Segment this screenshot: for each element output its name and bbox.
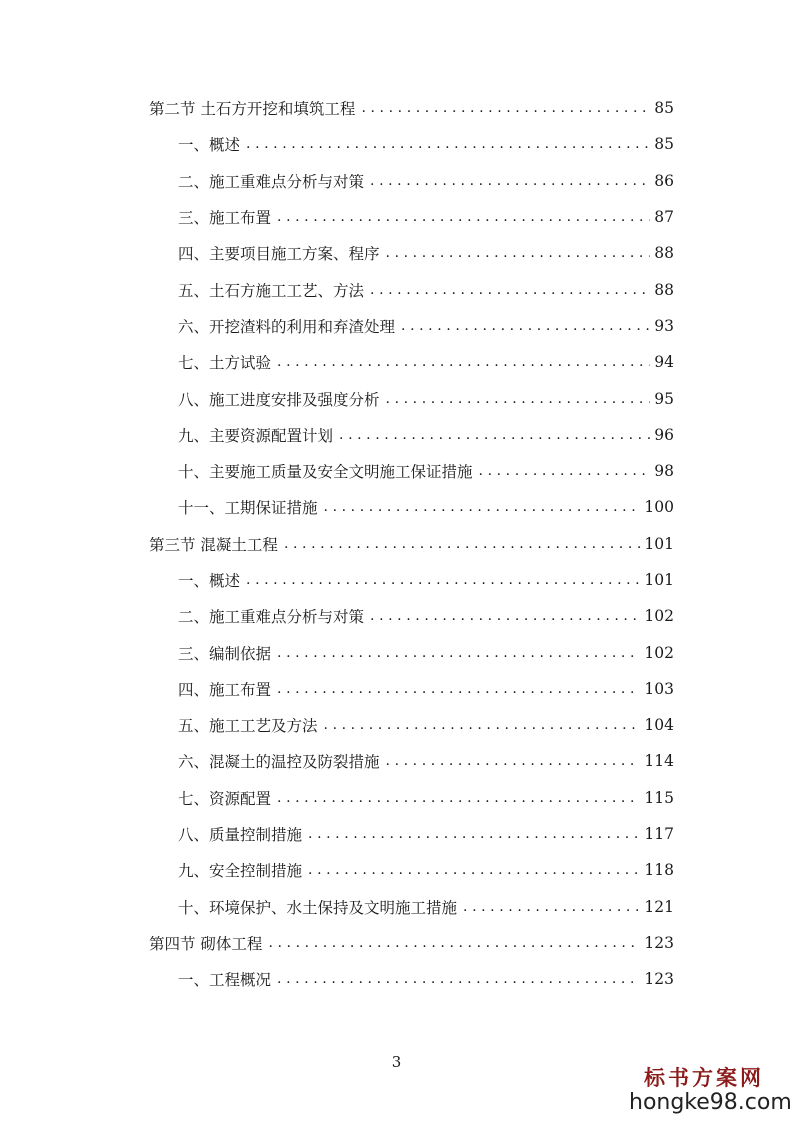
toc-subsection-entry[interactable] <box>0 380 793 416</box>
toc-entry-title: 四、主要项目施工方案、程序 <box>178 245 380 264</box>
toc-entry-title: 七、土方试验 <box>178 354 272 373</box>
toc-entry-page: 86 <box>654 171 674 190</box>
toc-entry-title: 十一、工期保证措施 <box>178 499 318 518</box>
toc-subsection-entry[interactable] <box>0 562 793 598</box>
toc-dot-leader <box>308 826 640 842</box>
toc-subsection-entry[interactable] <box>0 671 793 707</box>
toc-dot-leader <box>246 572 640 588</box>
toc-section-entry[interactable] <box>0 90 793 126</box>
toc-entry-page: 118 <box>644 861 674 880</box>
toc-subsection-entry[interactable] <box>0 235 793 271</box>
toc-dot-leader <box>479 463 651 479</box>
toc-dot-leader <box>370 173 650 189</box>
watermark-url: hongke98.com <box>629 1090 792 1115</box>
toc-dot-leader <box>463 899 640 915</box>
toc-entry-title: 八、施工进度安排及强度分析 <box>178 390 380 409</box>
toc-entry-page: 88 <box>654 280 674 299</box>
toc-entry-title: 七、资源配置 <box>178 789 272 808</box>
toc-subsection-entry[interactable] <box>0 344 793 380</box>
toc-entry-page: 94 <box>654 353 674 372</box>
toc-entry-page: 93 <box>654 316 674 335</box>
toc-entry-title: 九、主要资源配置计划 <box>178 426 334 445</box>
toc-dot-leader <box>268 935 640 951</box>
toc-entry-page: 98 <box>654 462 674 481</box>
toc-section-entry[interactable] <box>0 526 793 562</box>
toc-subsection-entry[interactable] <box>0 126 793 162</box>
toc-subsection-entry[interactable] <box>0 816 793 852</box>
toc-dot-leader <box>386 753 641 769</box>
toc-entry-title: 一、工程概况 <box>178 971 272 990</box>
toc-dot-leader <box>277 971 640 987</box>
toc-subsection-entry[interactable] <box>0 707 793 743</box>
page-number: 3 <box>391 1053 402 1071</box>
toc-entry-title: 十、环境保护、水土保持及文明施工措施 <box>178 898 458 917</box>
toc-dot-leader <box>277 790 640 806</box>
toc-entry-page: 104 <box>644 716 674 735</box>
toc-dot-leader <box>370 608 640 624</box>
toc-entry-title: 五、土石方施工工艺、方法 <box>178 281 365 300</box>
toc-subsection-entry[interactable] <box>0 780 793 816</box>
toc-subsection-entry[interactable] <box>0 308 793 344</box>
toc-section-entry[interactable] <box>0 925 793 961</box>
toc-entry-page: 100 <box>644 498 674 517</box>
toc-dot-leader <box>401 318 650 334</box>
toc-subsection-entry[interactable] <box>0 743 793 779</box>
toc-dot-leader <box>284 536 640 552</box>
table-of-contents <box>0 90 793 997</box>
toc-dot-leader <box>277 354 650 370</box>
toc-entry-title: 四、施工布置 <box>178 680 272 699</box>
toc-entry-page: 101 <box>644 534 674 553</box>
toc-entry-page: 85 <box>654 135 674 154</box>
toc-entry-title: 二、施工重难点分析与对策 <box>178 608 365 627</box>
toc-entry-title: 第二节 土石方开挖和填筑工程 <box>149 100 356 119</box>
toc-entry-title: 六、混凝土的温控及防裂措施 <box>178 753 380 772</box>
toc-dot-leader <box>324 717 641 733</box>
toc-dot-leader <box>246 136 650 152</box>
toc-dot-leader <box>277 645 640 661</box>
toc-entry-title: 九、安全控制措施 <box>178 862 303 881</box>
watermark-title: 标书方案网 <box>644 1066 764 1090</box>
toc-subsection-entry[interactable] <box>0 634 793 670</box>
toc-dot-leader <box>386 391 651 407</box>
toc-dot-leader <box>308 862 640 878</box>
toc-dot-leader <box>324 499 641 515</box>
toc-subsection-entry[interactable] <box>0 271 793 307</box>
toc-dot-leader <box>339 427 650 443</box>
toc-subsection-entry[interactable] <box>0 961 793 997</box>
toc-entry-page: 85 <box>654 99 674 118</box>
toc-entry-title: 五、施工工艺及方法 <box>178 717 318 736</box>
toc-entry-page: 103 <box>644 679 674 698</box>
toc-subsection-entry[interactable] <box>0 889 793 925</box>
toc-entry-page: 121 <box>644 897 674 916</box>
watermark-logo <box>629 1066 792 1116</box>
toc-entry-title: 三、施工布置 <box>178 209 272 228</box>
toc-entry-page: 101 <box>644 571 674 589</box>
toc-entry-title: 三、编制依据 <box>178 644 272 663</box>
toc-entry-page: 96 <box>654 425 674 444</box>
toc-entry-title: 一、概述 <box>178 572 241 590</box>
toc-dot-leader <box>277 681 640 697</box>
toc-entry-title: 第三节 混凝土工程 <box>149 535 278 554</box>
toc-subsection-entry[interactable] <box>0 852 793 888</box>
toc-entry-page: 123 <box>644 970 674 989</box>
toc-subsection-entry[interactable] <box>0 453 793 489</box>
toc-entry-title: 十、主要施工质量及安全文明施工保证措施 <box>178 463 473 482</box>
toc-dot-leader <box>361 100 650 116</box>
toc-subsection-entry[interactable] <box>0 489 793 525</box>
toc-entry-page: 117 <box>644 825 674 844</box>
toc-entry-title: 六、开挖渣料的利用和弃渣处理 <box>178 317 396 336</box>
toc-entry-page: 114 <box>644 752 674 771</box>
toc-subsection-entry[interactable] <box>0 199 793 235</box>
toc-entry-page: 88 <box>654 244 674 263</box>
toc-entry-title: 二、施工重难点分析与对策 <box>178 172 365 191</box>
toc-entry-page: 95 <box>654 389 674 408</box>
toc-entry-title: 一、概述 <box>178 136 241 155</box>
toc-subsection-entry[interactable] <box>0 163 793 199</box>
toc-entry-page: 115 <box>644 788 674 807</box>
toc-dot-leader <box>277 209 650 225</box>
toc-entry-page: 102 <box>644 643 674 662</box>
toc-entry-page: 123 <box>644 933 674 952</box>
toc-entry-title: 第四节 砌体工程 <box>149 934 263 953</box>
toc-dot-leader <box>370 282 650 298</box>
toc-subsection-entry[interactable] <box>0 417 793 453</box>
toc-entry-page: 102 <box>644 607 674 626</box>
toc-dot-leader <box>386 245 651 261</box>
toc-entry-title: 八、质量控制措施 <box>178 826 303 845</box>
toc-subsection-entry[interactable] <box>0 598 793 634</box>
toc-entry-page: 87 <box>654 208 674 227</box>
